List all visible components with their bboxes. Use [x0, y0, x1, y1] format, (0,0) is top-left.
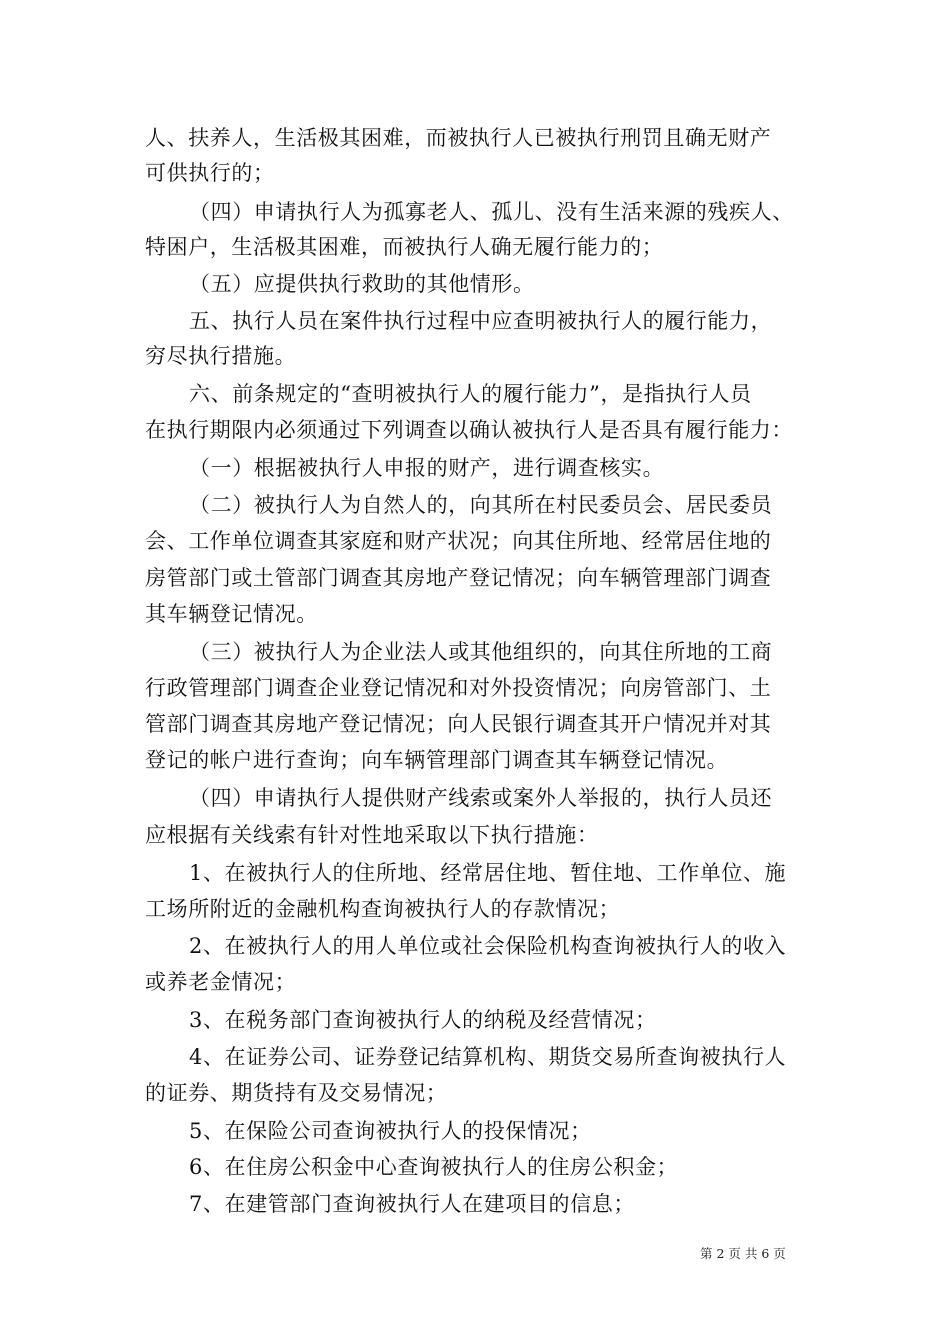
text-line: 穷尽执行措施。 [145, 344, 297, 368]
text-line: 六、前条规定的“查明被执行人的履行能力”，是指执行人员 [189, 382, 752, 406]
text-line: （四）申请执行人为孤寡老人、孤儿、没有生活来源的残疾人、 [189, 200, 794, 224]
text-line: 五、执行人员在案件执行过程中应查明被执行人的履行能力， [189, 309, 773, 333]
text-line: 人、扶养人，生活极其困难，而被执行人已被执行刑罚且确无财产 [145, 126, 772, 150]
text-line: 5、在保险公司查询被执行人的投保情况； [189, 1119, 592, 1143]
text-line: 其车辆登记情况。 [145, 602, 318, 626]
text-line: 工场所附近的金融机构查询被执行人的存款情况； [145, 897, 621, 921]
text-line: （五）应提供执行救助的其他情形。 [189, 272, 535, 296]
text-line: 管部门调查其房地产登记情况；向人民银行调查其开户情况并对其 [145, 712, 772, 736]
text-line: 1、在被执行人的住所地、经常居住地、暂住地、工作单位、施 [189, 861, 787, 885]
text-line: 3、在税务部门查询被执行人的纳税及经营情况； [189, 1008, 657, 1032]
text-line: 登记的帐户进行查询；向车辆管理部门调查其车辆登记情况。 [145, 748, 729, 772]
text-line: 在执行期限内必须通过下列调查以确认被执行人是否具有履行能力： [145, 418, 793, 442]
text-line: 应根据有关线索有针对性地采取以下执行措施： [145, 823, 599, 847]
text-line: （一）根据被执行人申报的财产，进行调查核实。 [189, 456, 665, 480]
text-line: 会、工作单位调查其家庭和财产状况；向其住所地、经常居住地的 [145, 529, 772, 553]
page-number: 第 2 页 共 6 页 [700, 1246, 786, 1261]
text-line: 或养老金情况； [145, 970, 297, 994]
text-line: 的证券、期货持有及交易情况； [145, 1081, 448, 1105]
text-line: 7、在建管部门查询被执行人在建项目的信息； [189, 1192, 635, 1216]
text-line: （四）申请执行人提供财产线索或案外人举报的，执行人员还 [189, 786, 773, 810]
text-line: （三）被执行人为企业法人或其他组织的，向其住所地的工商 [189, 640, 773, 664]
text-line: 4、在证券公司、证券登记结算机构、期货交易所查询被执行人 [189, 1045, 787, 1069]
text-line: 行政管理部门调查企业登记情况和对外投资情况；向房管部门、土 [145, 676, 772, 700]
text-line: 2、在被执行人的用人单位或社会保险机构查询被执行人的收入 [189, 934, 787, 958]
text-line: 可供执行的； [145, 161, 275, 185]
text-line: （二）被执行人为自然人的，向其所在村民委员会、居民委员 [189, 493, 773, 517]
text-line: 房管部门或土管部门调查其房地产登记情况；向车辆管理部门调查 [145, 566, 772, 590]
text-line: 特困户，生活极其困难，而被执行人确无履行能力的； [145, 235, 664, 259]
text-line: 6、在住房公积金中心查询被执行人的住房公积金； [189, 1155, 679, 1179]
